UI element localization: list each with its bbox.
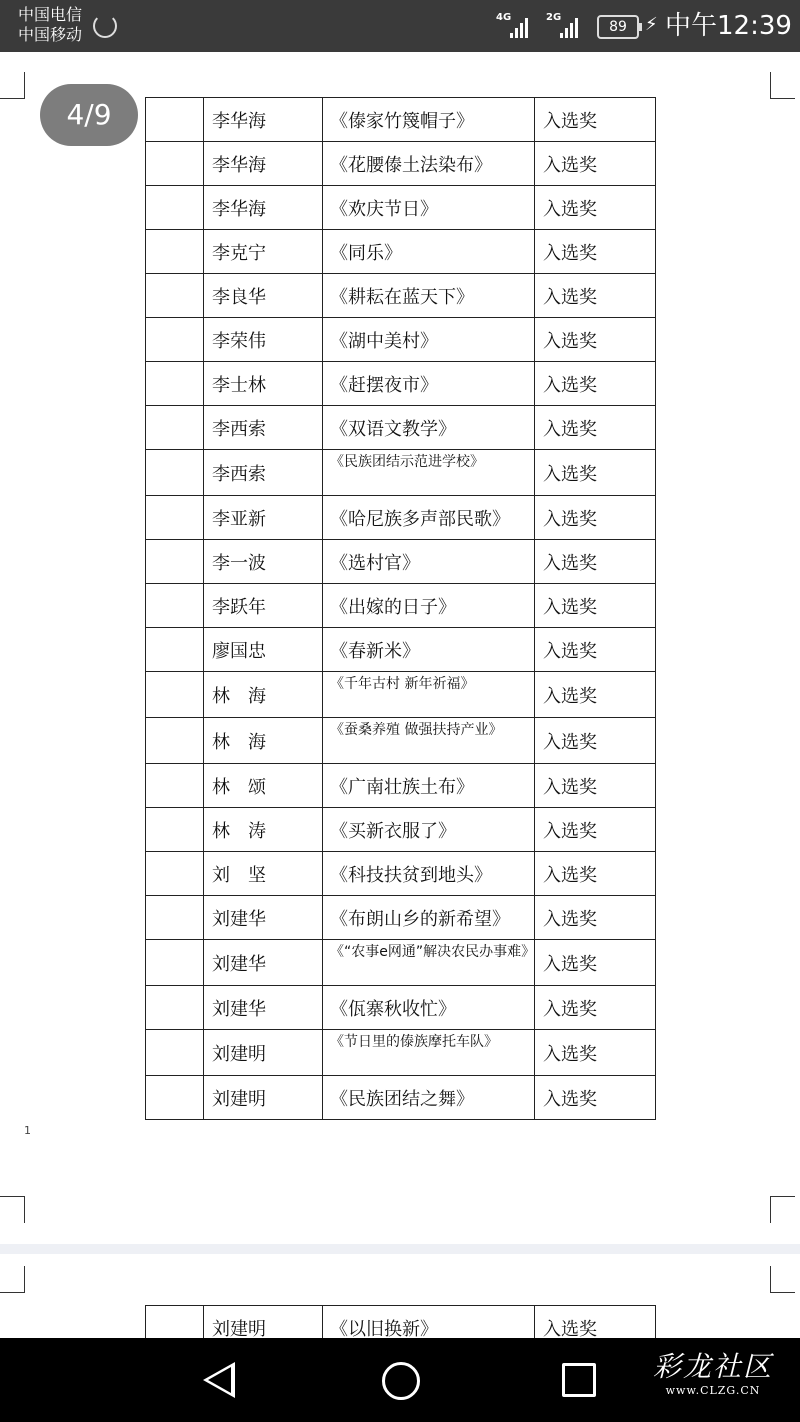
work-title-cell: 《节日里的傣族摩托车队》 — [323, 1030, 535, 1076]
table-row — [146, 186, 656, 230]
award-cell: 入选奖 — [535, 764, 656, 808]
navigation-bar — [0, 1338, 800, 1422]
table-row — [146, 1030, 656, 1076]
table-row — [146, 628, 656, 672]
author-cell: 李华海 — [204, 142, 323, 186]
work-title-cell: 《布朗山乡的新希望》 — [323, 896, 535, 940]
author-cell: 刘建明 — [204, 1076, 323, 1120]
charging-icon: ⚡ — [645, 14, 658, 35]
row-index-cell — [146, 672, 204, 718]
row-index-cell — [146, 540, 204, 584]
table-row — [146, 362, 656, 406]
author-cell: 刘建华 — [204, 986, 323, 1030]
work-title-cell: 《千年古村 新年祈福》 — [323, 672, 535, 718]
row-index-cell — [146, 1076, 204, 1120]
row-index-cell — [146, 98, 204, 142]
author-cell: 刘建华 — [204, 940, 323, 986]
table-row — [146, 1306, 656, 1339]
table-row — [146, 896, 656, 940]
clock: 中午12:39 — [665, 11, 792, 41]
work-title-cell: 《民族团结示范进学校》 — [323, 450, 535, 496]
work-title-cell: 《欢庆节日》 — [323, 186, 535, 230]
author-cell: 廖国忠 — [204, 628, 323, 672]
award-cell: 入选奖 — [535, 940, 656, 986]
author-cell: 李士林 — [204, 362, 323, 406]
table-row — [146, 808, 656, 852]
row-index-cell — [146, 764, 204, 808]
row-index-cell — [146, 628, 204, 672]
work-title-cell: 《佤寨秋收忙》 — [323, 986, 535, 1030]
table-row — [146, 142, 656, 186]
table-row — [146, 540, 656, 584]
award-cell: 入选奖 — [535, 496, 656, 540]
crop-mark — [0, 72, 25, 99]
award-cell: 入选奖 — [535, 230, 656, 274]
award-cell: 入选奖 — [535, 186, 656, 230]
author-cell: 刘建明 — [204, 1306, 323, 1339]
award-cell: 入选奖 — [535, 540, 656, 584]
award-cell: 入选奖 — [535, 98, 656, 142]
award-cell: 入选奖 — [535, 628, 656, 672]
home-icon[interactable] — [382, 1362, 420, 1400]
award-cell: 入选奖 — [535, 718, 656, 764]
watermark-text: 彩龙社区 — [652, 1350, 773, 1383]
row-index-cell — [146, 318, 204, 362]
table-row — [146, 274, 656, 318]
author-cell: 刘 坚 — [204, 852, 323, 896]
award-cell: 入选奖 — [535, 142, 656, 186]
award-cell: 入选奖 — [535, 1076, 656, 1120]
row-index-cell — [146, 362, 204, 406]
award-cell: 入选奖 — [535, 1030, 656, 1076]
row-index-cell — [146, 986, 204, 1030]
table-row — [146, 98, 656, 142]
author-cell: 刘建明 — [204, 1030, 323, 1076]
author-cell: 李华海 — [204, 98, 323, 142]
crop-mark — [770, 72, 795, 99]
work-title-cell: 《双语文教学》 — [323, 406, 535, 450]
author-cell: 林 颂 — [204, 764, 323, 808]
award-cell: 入选奖 — [535, 274, 656, 318]
table-row — [146, 584, 656, 628]
work-title-cell: 《“农事e网通”解决农民办事难》 — [323, 940, 535, 986]
row-index-cell — [146, 718, 204, 764]
table-row — [146, 718, 656, 764]
page-separator — [0, 1244, 800, 1254]
author-cell: 林 海 — [204, 672, 323, 718]
author-cell: 刘建华 — [204, 896, 323, 940]
work-title-cell: 《蚕桑养殖 做强扶持产业》 — [323, 718, 535, 764]
work-title-cell: 《哈尼族多声部民歌》 — [323, 496, 535, 540]
status-bar — [0, 0, 800, 52]
row-index-cell — [146, 406, 204, 450]
award-cell: 入选奖 — [535, 584, 656, 628]
author-cell: 李西索 — [204, 450, 323, 496]
table-row — [146, 672, 656, 718]
work-title-cell: 《傣家竹篾帽子》 — [323, 98, 535, 142]
row-index-cell — [146, 496, 204, 540]
table-row — [146, 450, 656, 496]
table-row — [146, 940, 656, 986]
row-index-cell — [146, 1030, 204, 1076]
row-index-cell — [146, 1306, 204, 1339]
battery-icon — [597, 15, 639, 39]
table-row — [146, 406, 656, 450]
work-title-cell: 《同乐》 — [323, 230, 535, 274]
author-cell: 李克宁 — [204, 230, 323, 274]
table-row — [146, 1076, 656, 1120]
table-row — [146, 986, 656, 1030]
author-cell: 林 涛 — [204, 808, 323, 852]
row-index-cell — [146, 230, 204, 274]
row-index-cell — [146, 808, 204, 852]
author-cell: 李亚新 — [204, 496, 323, 540]
crop-mark — [770, 1196, 795, 1223]
row-index-cell — [146, 896, 204, 940]
award-cell: 入选奖 — [535, 406, 656, 450]
table-row — [146, 852, 656, 896]
table-row — [146, 318, 656, 362]
table-row — [146, 496, 656, 540]
work-title-cell: 《广南壮族土布》 — [323, 764, 535, 808]
work-title-cell: 《湖中美村》 — [323, 318, 535, 362]
crop-mark — [770, 1266, 795, 1293]
battery-level: 89 — [609, 19, 627, 35]
work-title-cell: 《耕耘在蓝天下》 — [323, 274, 535, 318]
document-viewer[interactable] — [0, 52, 800, 1338]
table-row — [146, 764, 656, 808]
row-index-cell — [146, 450, 204, 496]
recent-apps-icon[interactable] — [562, 1363, 596, 1397]
awards-table-next-page — [145, 1305, 656, 1338]
page-indicator: 4/9 — [40, 84, 138, 146]
watermark-url: www.CLZG.CN — [665, 1384, 761, 1397]
author-cell: 李西索 — [204, 406, 323, 450]
award-cell: 入选奖 — [535, 450, 656, 496]
award-cell: 入选奖 — [535, 808, 656, 852]
author-cell: 李华海 — [204, 186, 323, 230]
award-cell: 入选奖 — [535, 318, 656, 362]
award-cell: 入选奖 — [535, 1306, 656, 1339]
award-cell: 入选奖 — [535, 896, 656, 940]
work-title-cell: 《花腰傣土法染布》 — [323, 142, 535, 186]
award-cell: 入选奖 — [535, 852, 656, 896]
carrier-labels — [18, 5, 82, 45]
row-index-cell — [146, 142, 204, 186]
author-cell: 林 海 — [204, 718, 323, 764]
work-title-cell: 《民族团结之舞》 — [323, 1076, 535, 1120]
work-title-cell: 《以旧换新》 — [323, 1306, 535, 1339]
author-cell: 李跃年 — [204, 584, 323, 628]
network-type-2: 2G — [546, 12, 562, 23]
carrier-2: 中国移动 — [18, 25, 83, 44]
author-cell: 李荣伟 — [204, 318, 323, 362]
watermark-logo — [638, 1350, 788, 1397]
award-cell: 入选奖 — [535, 986, 656, 1030]
award-cell: 入选奖 — [535, 362, 656, 406]
author-cell: 李良华 — [204, 274, 323, 318]
loading-spinner-icon — [93, 14, 117, 38]
author-cell: 李一波 — [204, 540, 323, 584]
work-title-cell: 《买新衣服了》 — [323, 808, 535, 852]
crop-mark — [0, 1266, 25, 1293]
row-index-cell — [146, 274, 204, 318]
page-number: 1 — [24, 1124, 31, 1137]
work-title-cell: 《选村官》 — [323, 540, 535, 584]
work-title-cell: 《科技扶贫到地头》 — [323, 852, 535, 896]
row-index-cell — [146, 940, 204, 986]
table-row — [146, 230, 656, 274]
row-index-cell — [146, 852, 204, 896]
awards-table — [145, 97, 656, 1120]
row-index-cell — [146, 186, 204, 230]
back-icon[interactable] — [203, 1362, 235, 1398]
network-type-1: 4G — [496, 12, 512, 23]
work-title-cell: 《春新米》 — [323, 628, 535, 672]
work-title-cell: 《出嫁的日子》 — [323, 584, 535, 628]
crop-mark — [0, 1196, 25, 1223]
carrier-1: 中国电信 — [18, 5, 83, 24]
work-title-cell: 《赶摆夜市》 — [323, 362, 535, 406]
award-cell: 入选奖 — [535, 672, 656, 718]
row-index-cell — [146, 584, 204, 628]
